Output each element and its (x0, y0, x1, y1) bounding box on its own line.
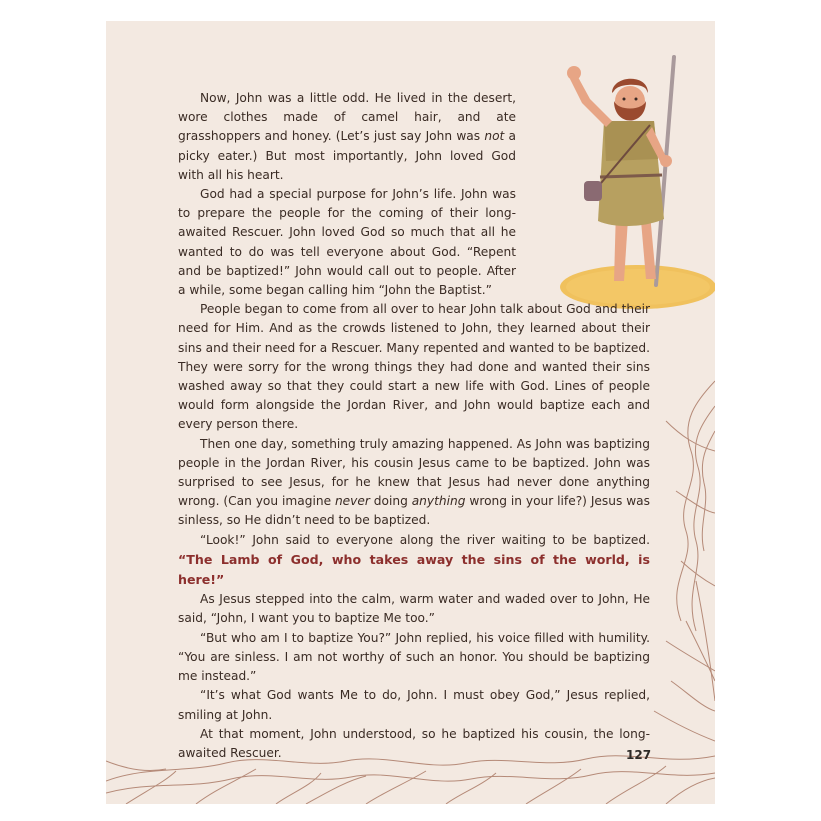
story-paragraph (178, 185, 516, 300)
story-paragraph (178, 686, 650, 724)
text-segment: wrong in your life?) Jesus was sinless, so He didn’t need to be baptized. (178, 494, 650, 528)
text-segment: As Jesus stepped into the calm, warm water and waded over to John, He said, “John, I want you to baptize Me too.” (178, 592, 650, 626)
story-paragraph (178, 590, 650, 628)
text-segment: Then one day, something truly amazing happened. As John was baptizing people in the Jordan River, his cousin Jesus came to be baptized. John was surprised to see Jesus, for he knew that Jesus had never done anything wrong. (Can you imagine (178, 436, 650, 509)
text-segment: God had a special purpose for John’s life. John was to prepare the people for the coming of their long-awaited Rescuer. John loved God so much that all he wanted to do was tell everyone about God. “Repent and be baptized!” John would call out to people. After a while, some began calling him “John the Baptist.” (178, 187, 516, 298)
emphasized-text: never (334, 494, 370, 509)
text-segment: a picky eater.) But most importantly, John loved God with all his heart. (178, 129, 517, 182)
text-segment: “Look!” John said to everyone along the river waiting to be baptized. (200, 532, 650, 547)
story-paragraph (178, 89, 516, 185)
story-paragraph (178, 435, 650, 531)
emphasized-text: anything (411, 494, 466, 509)
highlighted-quote: “The Lamb of God, who takes away the sins of the world, is here!” (178, 551, 650, 588)
text-segment: People began to come from all over to hear John talk about God and their need for Him. And as the crowds listened to John, they learned about their sins and their need for a Rescuer. Many repented and wanted to be baptized. They were sorry for the wrong things they had done and wanted their sins washed away so that they could start a new life with God. Lines of people would form alongside the Jordan River, and John would baptize each and every person there. (178, 302, 650, 432)
text-segment: Now, John was a little odd. He lived in the desert, wore clothes made of camel hair, and ate grasshoppers and honey. (Let’s just say John was (178, 91, 516, 144)
text-segment: “But who am I to baptize You?” John replied, his voice filled with humility. “You are sinless. I am not worthy of such an honor. You should be baptizing me instead.” (178, 630, 650, 684)
story-text (178, 89, 650, 763)
text-segment: doing (369, 494, 412, 509)
story-paragraph (178, 300, 650, 434)
page-number: 127 (626, 748, 652, 762)
story-paragraph (178, 725, 650, 763)
emphasized-text: not (484, 129, 505, 144)
text-segment: “It’s what God wants Me to do, John. I must obey God,” Jesus replied, smiling at John. (178, 688, 650, 722)
story-paragraph (178, 531, 650, 591)
story-paragraph (178, 629, 650, 687)
text-segment: At that moment, John understood, so he baptized his cousin, the long-awaited Rescuer. (178, 726, 650, 760)
book-page (106, 21, 715, 804)
